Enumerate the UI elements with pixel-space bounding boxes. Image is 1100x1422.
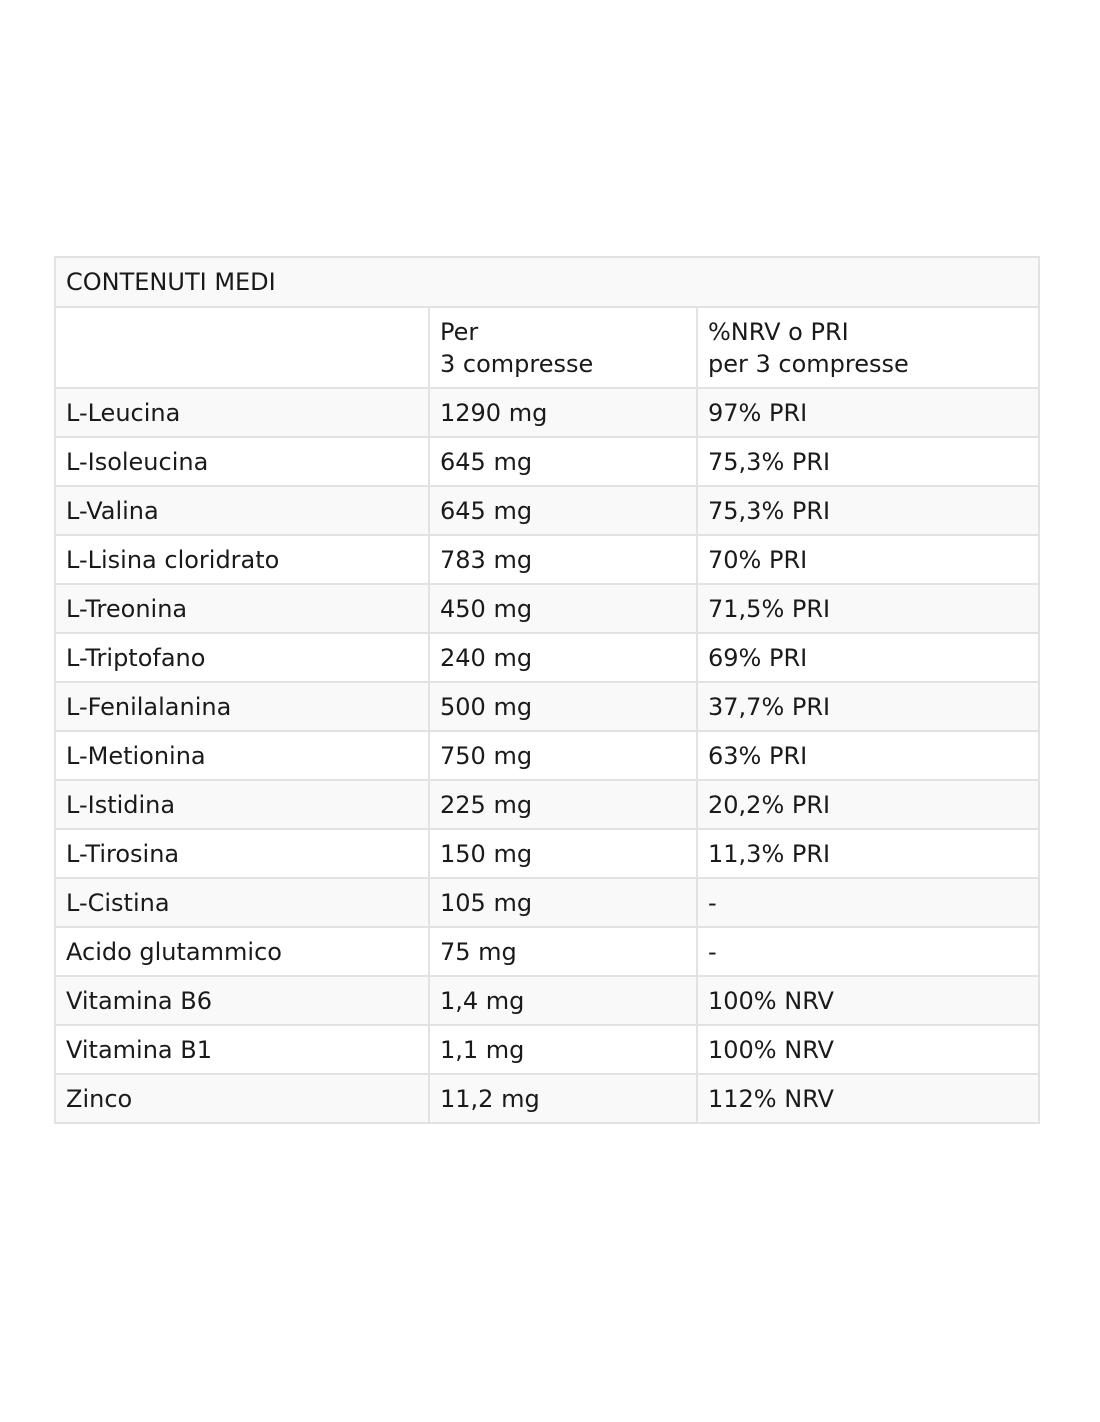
- ingredient-cell: L-Metionina: [55, 731, 429, 780]
- percent-cell: 20,2% PRI: [697, 780, 1039, 829]
- amount-cell: 240 mg: [429, 633, 697, 682]
- ingredient-cell: L-Treonina: [55, 584, 429, 633]
- amount-cell: 500 mg: [429, 682, 697, 731]
- header-percent-line2: per 3 compresse: [708, 349, 909, 378]
- table-title-row: [55, 257, 1039, 307]
- amount-cell: 645 mg: [429, 486, 697, 535]
- ingredient-cell: L-Lisina cloridrato: [55, 535, 429, 584]
- ingredient-cell: L-Istidina: [55, 780, 429, 829]
- ingredient-cell: L-Valina: [55, 486, 429, 535]
- table-row: [55, 1025, 1039, 1074]
- percent-cell: 97% PRI: [697, 388, 1039, 437]
- table-row: [55, 976, 1039, 1025]
- percent-cell: 100% NRV: [697, 1025, 1039, 1074]
- percent-cell: -: [697, 927, 1039, 976]
- ingredient-cell: Zinco: [55, 1074, 429, 1123]
- table-row: [55, 535, 1039, 584]
- ingredient-cell: Vitamina B6: [55, 976, 429, 1025]
- amount-cell: 645 mg: [429, 437, 697, 486]
- percent-cell: 63% PRI: [697, 731, 1039, 780]
- ingredient-cell: L-Tirosina: [55, 829, 429, 878]
- percent-cell: 75,3% PRI: [697, 437, 1039, 486]
- percent-cell: 69% PRI: [697, 633, 1039, 682]
- amount-cell: 783 mg: [429, 535, 697, 584]
- amount-cell: 450 mg: [429, 584, 697, 633]
- percent-cell: -: [697, 878, 1039, 927]
- header-amount-line2: 3 compresse: [440, 349, 594, 378]
- table-row: [55, 927, 1039, 976]
- table-row: [55, 584, 1039, 633]
- nutrition-table: [54, 256, 1040, 1124]
- amount-cell: 150 mg: [429, 829, 697, 878]
- table-row: [55, 780, 1039, 829]
- ingredient-cell: L-Leucina: [55, 388, 429, 437]
- ingredient-cell: L-Fenilalanina: [55, 682, 429, 731]
- amount-cell: 105 mg: [429, 878, 697, 927]
- ingredient-cell: Acido glutammico: [55, 927, 429, 976]
- ingredient-cell: L-Triptofano: [55, 633, 429, 682]
- percent-cell: 71,5% PRI: [697, 584, 1039, 633]
- percent-cell: 70% PRI: [697, 535, 1039, 584]
- header-percent-cell: [697, 307, 1039, 388]
- amount-cell: 75 mg: [429, 927, 697, 976]
- header-percent-line1: %NRV o PRI: [708, 317, 849, 346]
- percent-cell: 112% NRV: [697, 1074, 1039, 1123]
- table-row: [55, 829, 1039, 878]
- percent-cell: 100% NRV: [697, 976, 1039, 1025]
- table-header-row: [55, 307, 1039, 388]
- percent-cell: 11,3% PRI: [697, 829, 1039, 878]
- table-row: [55, 388, 1039, 437]
- nutrition-table-container: [54, 256, 1038, 1124]
- table-title: CONTENUTI MEDI: [55, 257, 1039, 307]
- table-row: [55, 633, 1039, 682]
- amount-cell: 11,2 mg: [429, 1074, 697, 1123]
- amount-cell: 1290 mg: [429, 388, 697, 437]
- table-row: [55, 1074, 1039, 1123]
- percent-cell: 37,7% PRI: [697, 682, 1039, 731]
- amount-cell: 1,4 mg: [429, 976, 697, 1025]
- ingredient-cell: Vitamina B1: [55, 1025, 429, 1074]
- table-row: [55, 682, 1039, 731]
- amount-cell: 225 mg: [429, 780, 697, 829]
- ingredient-cell: L-Isoleucina: [55, 437, 429, 486]
- table-row: [55, 731, 1039, 780]
- table-row: [55, 878, 1039, 927]
- table-row: [55, 486, 1039, 535]
- header-amount-line1: Per: [440, 317, 479, 346]
- amount-cell: 750 mg: [429, 731, 697, 780]
- amount-cell: 1,1 mg: [429, 1025, 697, 1074]
- table-row: [55, 437, 1039, 486]
- header-amount-cell: [429, 307, 697, 388]
- ingredient-cell: L-Cistina: [55, 878, 429, 927]
- percent-cell: 75,3% PRI: [697, 486, 1039, 535]
- header-ingredient-cell: [55, 307, 429, 388]
